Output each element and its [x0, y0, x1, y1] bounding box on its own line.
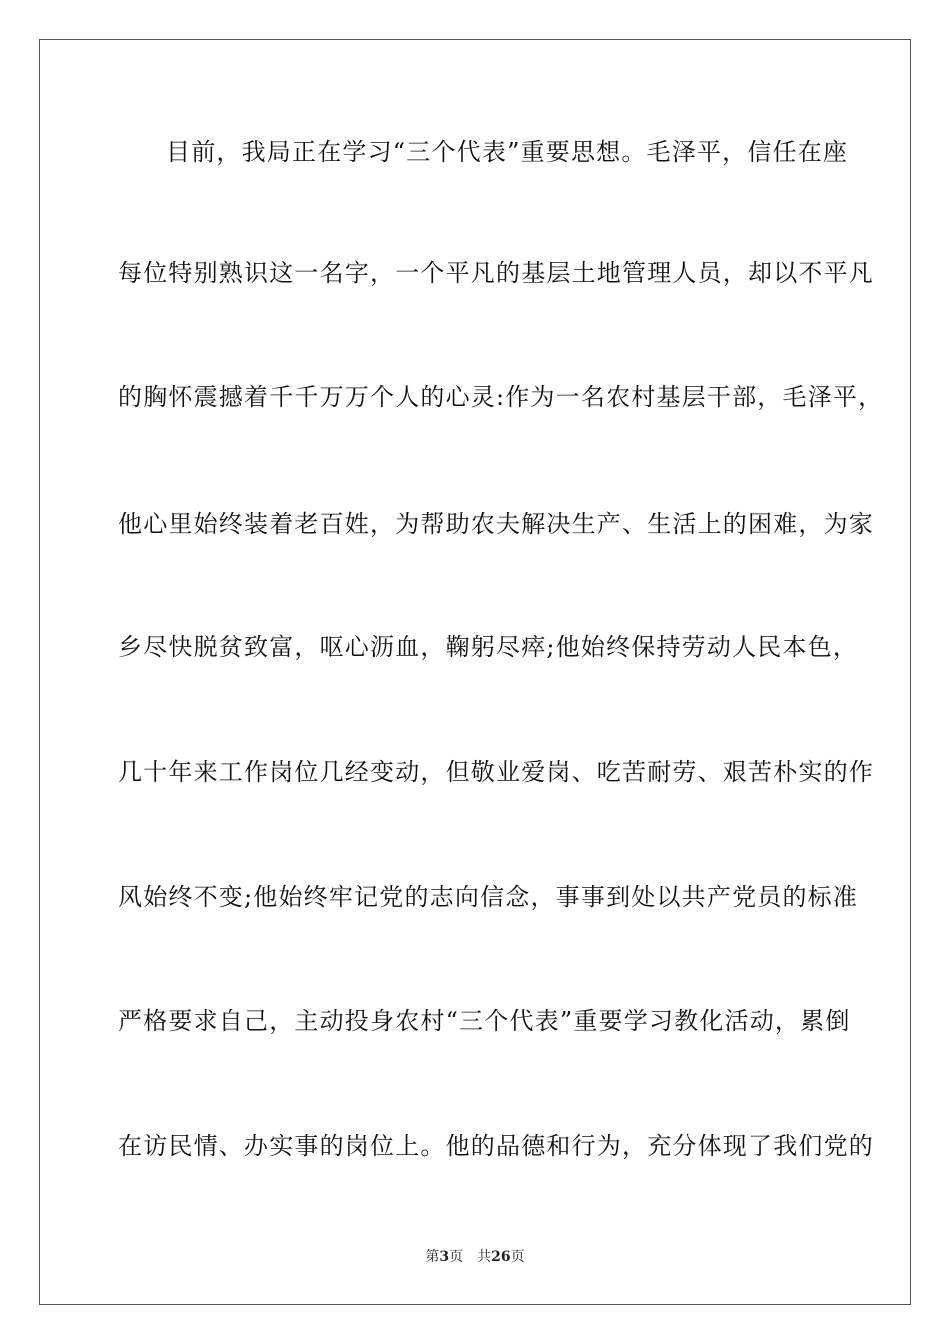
paragraph-line: 严格要求自己，主动投身农村“三个代表”重要学习教化活动，累倒 [118, 1007, 851, 1035]
page-suffix: 页 [449, 1249, 464, 1265]
paragraph-line: 每位特别熟识这一名字，一个平凡的基层土地管理人员，却以不平凡 [118, 259, 874, 287]
page-footer [0, 1248, 950, 1266]
page-border [39, 39, 911, 1305]
paragraph-line: 的胸怀震撼着千千万万个人的心灵:作为一名农村基层干部，毛泽平， [118, 383, 884, 411]
paragraph-line: 乡尽快脱贫致富，呕心沥血，鞠躬尽瘁;他始终保持劳动人民本色， [118, 633, 859, 661]
total-page-count: 26 [491, 1249, 511, 1265]
total-suffix: 页 [510, 1249, 525, 1265]
page-prefix: 第 [425, 1249, 440, 1265]
paragraph-line: 风始终不变;他始终牢记党的志向信念，事事到处以共产党员的标准 [118, 883, 859, 911]
paragraph-line: 在访民情、办实事的岗位上。他的品德和行为，充分体现了我们党的 [118, 1132, 874, 1160]
paragraph-line: 几十年来工作岗位几经变动，但敬业爱岗、吃苦耐劳、艰苦朴实的作 [118, 758, 874, 786]
paragraph-line: 目前，我局正在学习“三个代表”重要思想。毛泽平，信任在座 [166, 138, 849, 166]
total-prefix: 共 [477, 1249, 492, 1265]
paragraph-line: 他心里始终装着老百姓，为帮助农夫解决生产、生活上的困难，为家 [118, 510, 874, 538]
current-page-number: 3 [439, 1249, 450, 1265]
